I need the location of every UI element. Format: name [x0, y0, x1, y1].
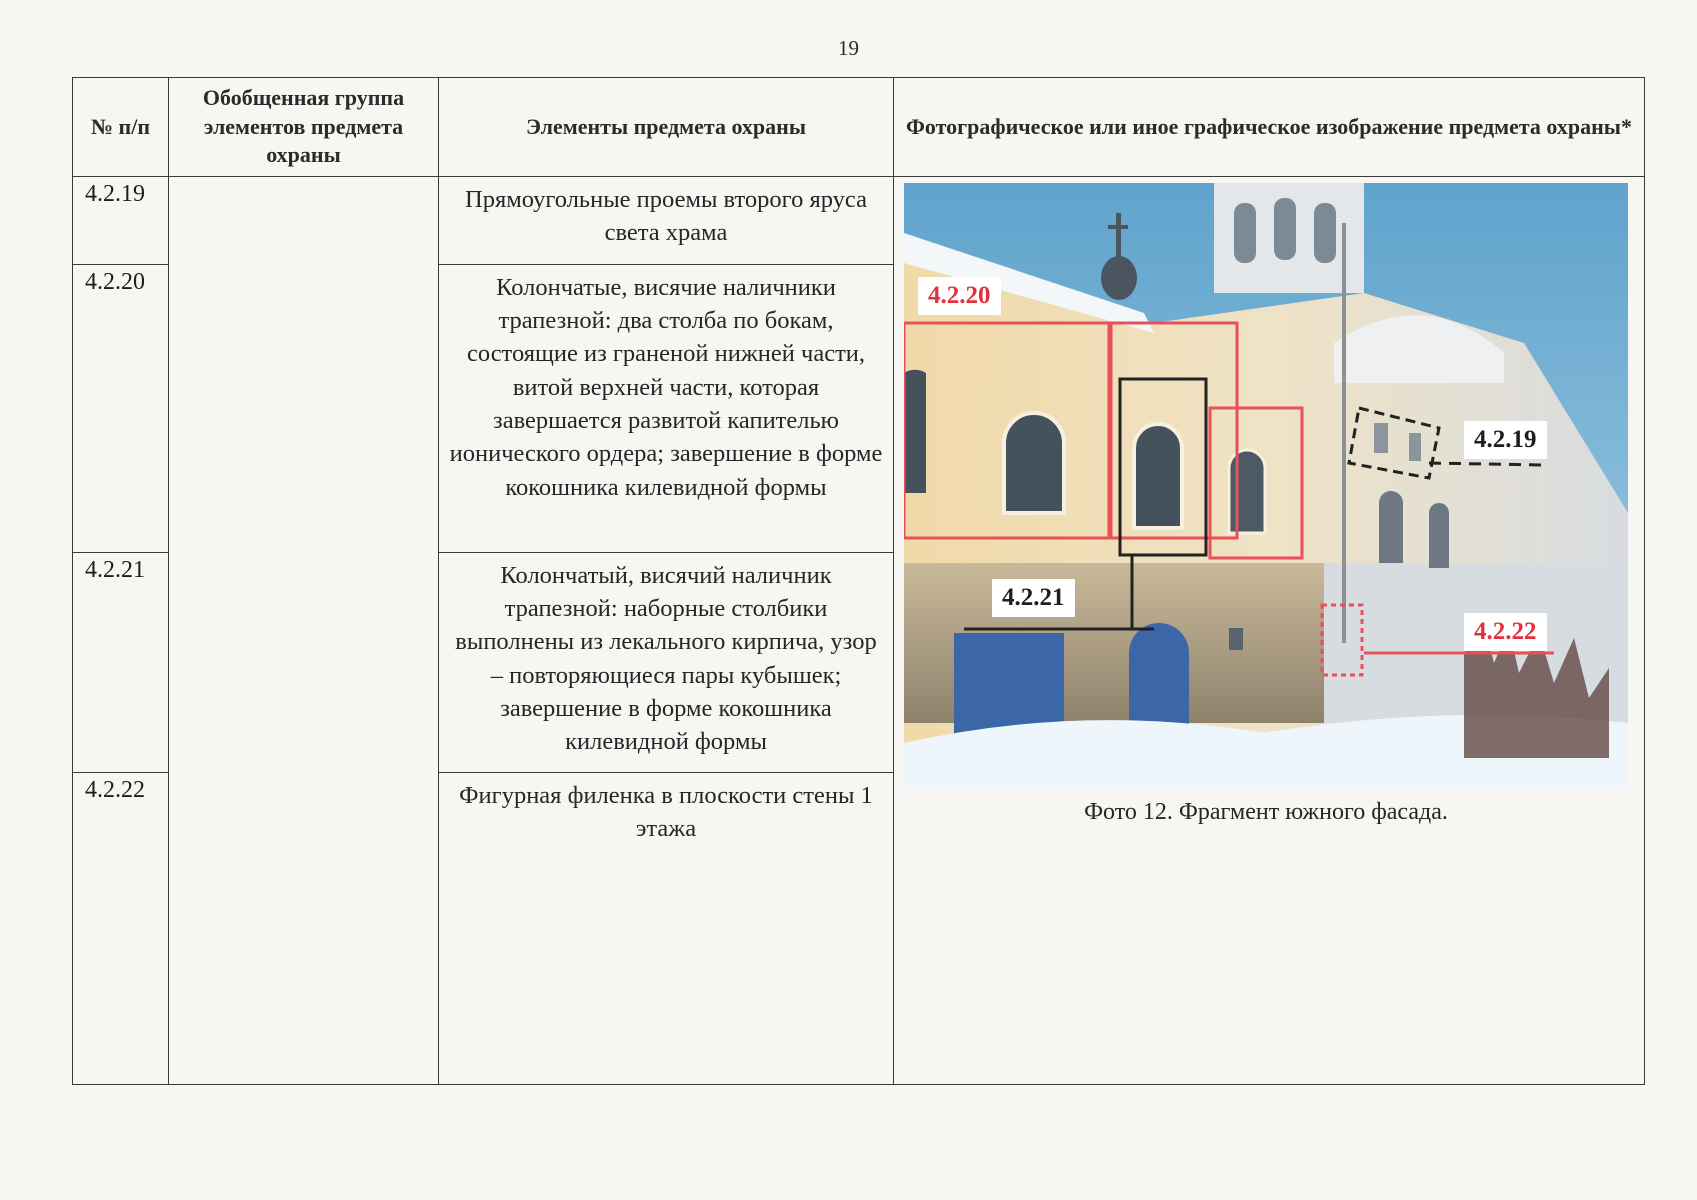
photo-caption: Фото 12. Фрагмент южного фасада. [1084, 798, 1448, 825]
row-description: Колончатые, висячие наличники трапезной: два столба по бокам, состоящие из граненой нижней части, витой верхней части, которая завершается развитой капителью ионического ордера; завершение в форме кокошника килевидной формы [439, 264, 894, 552]
row-description: Прямоугольные проемы второго яруса света храма [439, 176, 894, 264]
header-num: № п/п [73, 78, 169, 177]
facade-illustration [904, 183, 1628, 787]
table-row [73, 176, 1645, 264]
row-description: Колончатый, висячий наличник трапезной: наборные столбики выполнены из лекального кирпича, узор – повторяющиеся пары кубышек; завершение в форме кокошника килевидной формы [439, 552, 894, 772]
group-cell [169, 176, 439, 1084]
page-number: 19 [838, 36, 859, 60]
header-elements: Элементы предмета охраны [439, 78, 894, 177]
label-4-2-22: 4.2.22 [1464, 613, 1547, 651]
table-header-row [73, 78, 1645, 177]
facade-photo [904, 183, 1628, 787]
label-4-2-19: 4.2.19 [1464, 421, 1547, 459]
photo-cell [894, 176, 1645, 1084]
row-number: 4.2.19 [73, 176, 169, 264]
header-group: Обобщенная группа элементов предмета охраны [169, 78, 439, 177]
row-number: 4.2.20 [73, 264, 169, 552]
header-image: Фотографическое или иное графическое изображение предмета охраны* [894, 78, 1645, 177]
label-4-2-20: 4.2.20 [918, 277, 1001, 315]
row-number: 4.2.21 [73, 552, 169, 772]
label-4-2-21: 4.2.21 [992, 579, 1075, 617]
row-description: Фигурная филенка в плоскости стены 1 этажа [439, 772, 894, 1084]
protection-elements-table [72, 77, 1645, 1085]
row-number: 4.2.22 [73, 772, 169, 1084]
